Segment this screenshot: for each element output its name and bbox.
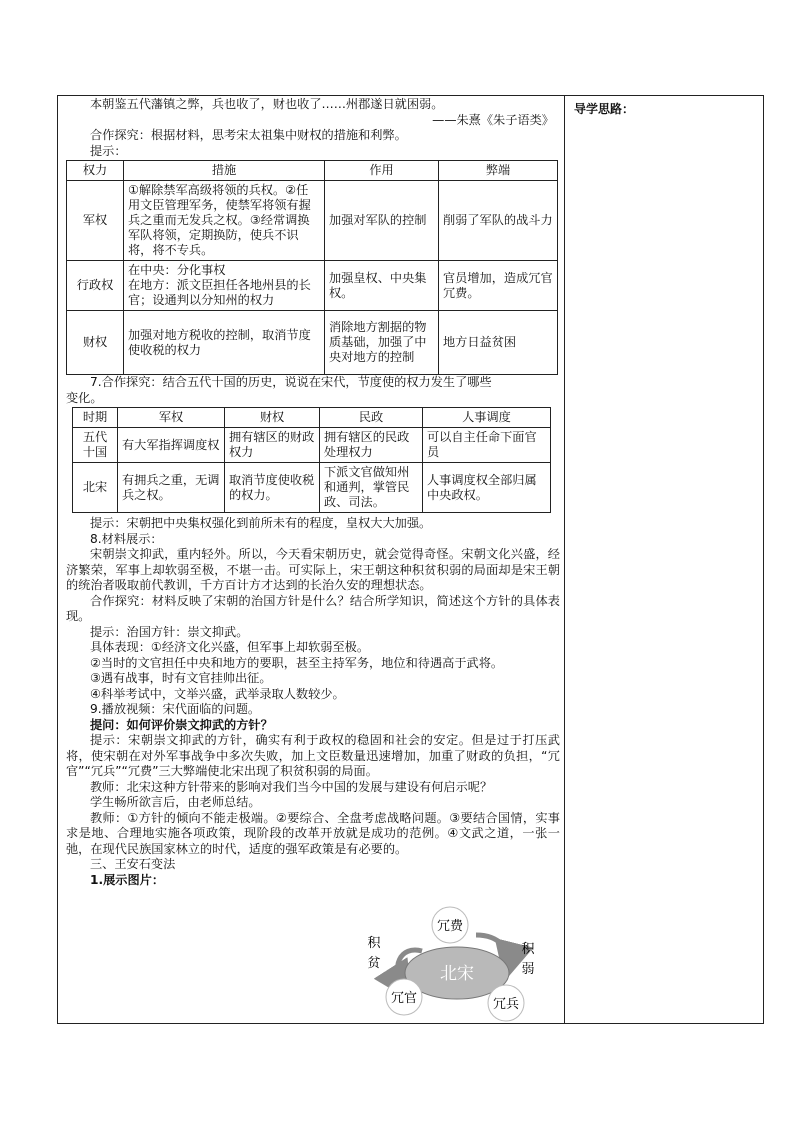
q7-title: 7.合作探究：结合五代十国的历史，说说在宋代，节度使的权力发生了哪些 — [90, 375, 492, 389]
s8-para1: 宋朝崇文抑武，重内轻外。所以，今天看宋朝历史，就会觉得奇怪。宋朝文化兴盛，经济繁荣，军事上却软弱至极，不堪一击。可实际上，宋王朝这种积贫积弱的局面却是宋王朝的统治者吸取前代教训，千方百计方才达到的长治久安的理想状态。 — [66, 547, 560, 592]
table-cell: 加强皇权、中央集权。 — [325, 261, 439, 311]
table-cell: 加强对军队的控制 — [325, 181, 439, 261]
table-cell: 财权 — [67, 311, 124, 375]
s3-item1: 1.展示图片： — [90, 872, 165, 887]
s9-title: 9.播放视频：宋代面临的问题。 — [90, 702, 261, 716]
table-header: 作用 — [325, 161, 439, 181]
table-cell: 下派文官做知州和通判，掌管民政、司法。 — [320, 463, 423, 513]
s8-hint: 提示：治国方针：崇文抑武。 — [90, 624, 249, 639]
table-cell: 可以自主任命下面官员 — [423, 428, 551, 463]
s8-detail-4: ④科举考试中，文举兴盛，武举录取人数较少。 — [90, 686, 345, 701]
s9-teacher-question: 教师：北宋这种方针带来的影响对我们当今中国的发展与建设有何启示呢？ — [90, 779, 493, 794]
hint7: 提示：宋朝把中央集权强化到前所未有的程度，皇权大大加强。 — [90, 516, 432, 530]
q7-title-cont: 变化。 — [66, 390, 103, 405]
table-header: 民政 — [320, 408, 423, 428]
diagram-right-label-2: 弱 — [521, 962, 535, 977]
table-cell: 军权 — [67, 181, 124, 261]
main-content — [66, 97, 560, 888]
table-header: 军权 — [118, 408, 225, 428]
table-cell: 拥有辖区的民政处理权力 — [320, 428, 423, 463]
table-cell: 取消节度使收税的权力。 — [225, 463, 320, 513]
diagram-bottom-right-label: 冗兵 — [492, 997, 520, 1012]
table-cell: 有拥兵之重，无调兵之权。 — [118, 463, 225, 513]
intro-quote: 本朝鉴五代藩镇之弊，兵也收了，财也收了……州郡遂日就困弱。 — [90, 97, 444, 111]
diagram-left-label-1: 积 — [367, 936, 381, 951]
intro-task: 合作探究：根据材料，思考宋太祖集中财权的措施和利弊。 — [90, 128, 407, 142]
table-cell: 地方日益贫困 — [439, 311, 558, 375]
table-header: 财权 — [225, 408, 320, 428]
diagram-top-label: 冗费 — [436, 919, 464, 934]
intro-hint: 提示： — [90, 143, 127, 158]
table-cell: 有大军指挥调度权 — [118, 428, 225, 463]
table-cell: 在中央：分化事权 在地方：派文臣担任各地州县的长官；设通判以分知州的权力 — [124, 261, 325, 311]
s3-title: 三、王安石变法 — [90, 857, 176, 871]
s8-detail-title: 具体表现：①经济文化兴盛，但军事上却软弱至极。 — [90, 640, 370, 654]
s9-students: 学生畅所欲言后，由老师总结。 — [90, 795, 261, 809]
s8-title: 8.材料展示： — [90, 531, 163, 546]
table-cell: ①解除禁军高级将领的兵权。②任用文臣管理军务，使禁军将领有握兵之重而无发兵之权。③经常调换军队将领，定期换防，使兵不识将，将不专兵。 — [124, 181, 325, 261]
table-header: 权力 — [67, 161, 124, 181]
intro-source: ——朱熹《朱子语类》 — [432, 112, 554, 127]
table-cell: 削弱了军队的战斗力 — [439, 181, 558, 261]
column-divider — [564, 95, 565, 1024]
diagram-right-label-1: 积 — [521, 942, 535, 957]
table-header: 措施 — [124, 161, 325, 181]
table-cell: 拥有辖区的财政权力 — [225, 428, 320, 463]
table-cell: 北宋 — [73, 463, 118, 513]
s8-detail-2: ②当时的文官担任中央和地方的要职，甚至主持军务，地位和待遇高于武将。 — [90, 655, 504, 670]
table-cell: 官员增加，造成冗官冗费。 — [439, 261, 558, 311]
sidebar-title: 导学思路： — [574, 102, 635, 116]
table-cell: 人事调度权全部归属中央政权。 — [423, 463, 551, 513]
diagram-center-label: 北宋 — [440, 964, 474, 984]
table-cell: 加强对地方税收的控制，取消节度使收税的权力 — [124, 311, 325, 375]
table-header: 人事调度 — [423, 408, 551, 428]
table-cell: 五代 十国 — [73, 428, 118, 463]
diagram-bottom-left-label: 冗官 — [390, 991, 418, 1006]
s8-detail-3: ③遇有战事，时有文官挂帅出征。 — [90, 671, 272, 685]
s8-para2: 合作探究：材料反映了宋朝的治国方针是什么？结合所学知识，简述这个方针的具体表现。 — [66, 593, 560, 623]
table-header: 时期 — [73, 408, 118, 428]
diagram-left-label-2: 贫 — [367, 956, 381, 971]
table-cell: 消除地方割据的物质基础，加强了中央对地方的控制 — [325, 311, 439, 375]
three-redundancies-diagram — [360, 905, 560, 1025]
power-table — [66, 160, 558, 375]
table-cell: 行政权 — [67, 261, 124, 311]
s9-hint: 提示：宋朝崇文抑武的方针，确实有利于政权的稳固和社会的安定。但是过于打压武将，使宋朝在对外军事战争中多次失败，加上文臣数量迅速增加，加重了财政的负担，“冗官”“冗兵”“冗费”三大弊端使北宋出现了积贫积弱的局面。 — [66, 733, 560, 778]
governor-table — [72, 407, 551, 513]
s9-teacher-answer: 教师：①方针的倾向不能走极端。②要综合、全盘考虑战略问题。③要结合国情，实事求是地、合理地实施各项政策，现阶段的改革开放就是成功的范例。④文武之道，一张一弛，在现代民族国家林立的时代，适度的强军政策是有必要的。 — [66, 810, 560, 856]
s9-question: 提问：如何评价崇文抑武的方针？ — [90, 717, 273, 732]
table-header: 弊端 — [439, 161, 558, 181]
